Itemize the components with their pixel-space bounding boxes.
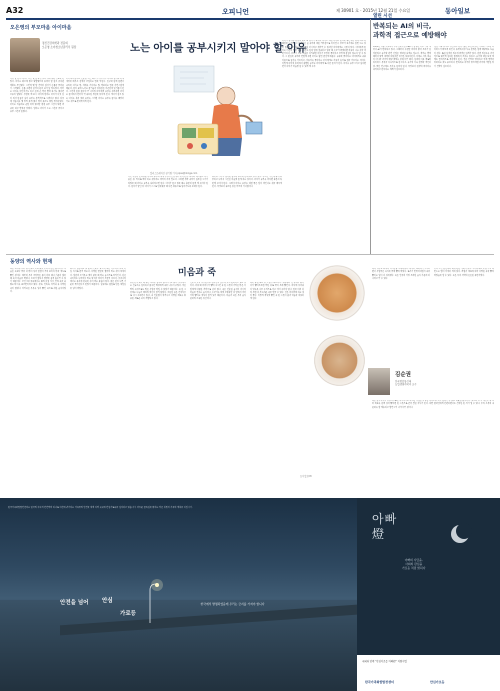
body-text-hist-d: 전통의 맛을 지키면서도 현대인의 입맛에 맞게 변화하고 있는 것이다. 아플 때 어머니가 끓여 주시던 죽 한 그릇의 기억은 많은 사람에게 따뜻한 추억으로 남아 있다. 죽은 단순한 음식이 아니라 마음을 전하는 음식이다. 누군가를 위해 오랫동안 불 앞에서 저어 가며 끓이는 정성이 담겨 있기 때문이다. 미음과 죽은 우리 음식 문화의 소중한 유산이다. [190,282,246,301]
page-number: A32 [6,6,24,15]
ad-panel-subtitle [402,558,425,570]
photo-credit: 동아일보DB [300,475,312,478]
column-tag-open-view: 열린 시선 [373,14,392,19]
right-headline [373,22,447,40]
issue-info: 제 30901 호 · 2015년 12월 21일 수요일 [336,8,411,13]
sponsor-logo-1: 한국가족화합발전센터 [365,680,394,684]
column-tag-history: 동양의 역사와 현재 [10,259,53,265]
illustration-child [128,56,278,171]
body-text-hist-e: 죽을 끓일 때는 불 조절이 중요하다. 처음에는 센 불에서 끓이다가 끓어오르면 약한 불로 줄여 오래 끓인다. 바닥에 눌어붙지 않도록 나무 주걱으로 자주 저어 주어야 한다. 쌀을 미리 불려 두면 더 부드러운 죽을 만들 수 있다. 간은 마지막에 하는 것이 좋다. 이렇게 정성껏 끓인 죽 한 그릇이 몸과 마음을 따뜻하게 한다. [250,282,304,301]
porridge-bowl-photo-1 [307,263,367,323]
illustration-svg [128,56,278,171]
right-column-divider [370,19,371,254]
history-headline: 미음과 죽 [178,268,216,278]
section-divider [6,254,494,255]
body-text-col1e: 아이가 놀이에 몰입해 있을 때 갑자기 공부를 하자고 하면 아이는 놀이를 중단당한 것에 대해 불쾌감을 느낀다. 그 불쾌감은 곧 공부에 대한 거부감으로 이어진다. 부모가 보기에는 잠깐 노는 것을 멈추고 공부하는 것이 별일 아니라고 생각할 수 있지만 아이에게는 그렇지 않다. 아이에게 놀이는 어른의 일과 같다. 어른도 한창 일에 집중하고 있을 때 누군가 방해하면 짜증이 나는 것과 마찬가지다. 아이가 노는 모습을 지켜보면 아이가 무엇을 좋아하고 무엇에 관심이 있는지 알 수 있다. 그 관심을 공부와 연결해 주면 아이는 훨씬 즐겁게 배운다. 공룡을 좋아하는 아이에게는 공룡 이름으로 글자를 가르치고, 자동차를 좋아하는 아이에게는 자동차 숫자로 셈을 가르치는 식이다. 이렇게 아이의 흥미에서 출발한 공부는 아이에게 또 다른 놀이가 된다. 아이를 공부시키고 싶다면 먼저 아이가 마음껏 놀 수 있게 해 주자. [282,40,366,69]
sponsor-logo-2: 안심가로등 [430,680,445,684]
ad-info-text: 국회와 함께 “안심가로등 아빠燈” 지원사업 [362,660,407,663]
body-text-col1d: 공부를 시키고 싶다면 놀이와 공부를 분리하는 것이 좋다. 정해진 시간에 짧게 공부하고 나머지 시간은 마음껏 놀게 하는 것이다. 아이가 공부를 마치면 충분히 칭찬해 주어야 한다. 그래야 아이는 공부를 하면 좋은 일이 생긴다는 것을 배우게 된다. 무엇보다 중요한 것은 부모의 기다림이다. [212,176,282,188]
body-text-hist-a: 죽은 곡식에 물을 많이 붓고 오래 끓여 무르게 만든 음식이다. 미음은 죽보다 물을 더 많이 넣어 쌀알이 거의 보이지 않을 정도로 끓인 것이다. 예부터 우리 조상들은 몸이 아플 때나 기운이 없을 때 죽과 미음을 먹었다. 소화가 잘되고 영양을 쉽게 흡수할 수 있기 때문이다. 조선시대 궁중에서는 왕의 아침 식사 전에 죽을 올렸는데 이를 초조반이라고 했다. 잣죽, 전복죽, 타락죽 등 다양한 죽이 있었다. 타락죽은 우유를 넣어 끓인 죽으로 귀한 음식이었다. [10,268,66,294]
body-text-hist-c: 흉년이 들었을 때 죽은 백성을 살리는 음식이기도 했다. 나라에서는 진휼소를 설치하고 굶주린 백성에게 죽을 나누어 주었다. 적은 양의 곡식으로도 많은 사람을 먹일 수 있었기 때문이다. 죽 한 그릇에는 나눔과 배려의 정신이 담겨 있었다. 오늘날 죽은 건강식으로 다시 주목받고 있다. 죽 전문점이 생겨나고 다양한 재료를 활용한 새로운 죽이 개발되고 있다. [130,282,186,301]
ad-panel-title [372,512,397,542]
ad-panel-subtitle-text: 아빠의 사랑을, 사회의 관심을 가로등 처럼 밝히다 [402,558,426,570]
right-headline-text: 반복되는 AI의 비극, 과학적 접근으로 예방해야 [373,22,447,39]
ad-panel-title-text: 아빠 燈 [372,512,398,541]
illustration-caption: 일러스트레이션 권기령 기자 ppoe@donga.com [150,172,198,175]
header-rule [6,18,494,20]
body-text-col1b: 아이에게 놀이는 단순한 시간 때우기가 아니다. 아이는 놀이를 통해 세상을 배우고 감정을 조절하는 법을 익힌다. 친구와 함께 놀면서 규칙을 지키는 법, 차례를 기다리는 법, 양보하는 법을 자연스럽게 배운다. 놀이 중에 느끼는 즐거움과 성취감은 자존감의 밑거름이 된다. 그런데 한창 놀아야 할 나이의 아이에게 공부를 강요하면 아이는 놀이에서 얻어야 할 중요한 경험을 놓치게 된다. 게다가 놀고 있는 아이를 불러 세워 공부를 시키면 아이는 공부를 놀이를 빼앗아 가는 것으로 받아들이게 된다. [66,78,124,104]
column-tag-label: 오은영의 부모마음 아이마음 [10,25,72,31]
author-title-text: 한국방송통신대 농업생명과학과 교수 [395,380,417,387]
main-headline: 노는 아이를 공부시키지 말아야 할 이유 [130,42,307,54]
streetlight-graphic [0,498,357,691]
body-text-col1a: 다섯 살 남자 아이가 지난 몇 달 동안 여러 차례 병원 진료를 받았다. 아이는 평소에 밝고 활발했으며 동생과 잘 놀고 유치원 생활도 무난했다. 그런데 몇 달 전부터 갑자기 손톱을 물어뜯기 시작했다. 손톱 주변의 살까지 뜯어 피가 날 정도였다. 부모는 아이를 야단치기도 하고 손에 쓴 약을 발라 보기도 했지만 소용이 없었다. 상담을 해 보니 아이의 엄마는 아이가 다섯 살이 되자 한글과 숫자 공부를 본격적으로 시켰다고 했다. 하루에 학습지를 몇 장씩 풀게 했고 영어 동요도 매일 들려주었다. 아이는 처음에는 곧잘 따라 했지만 점점 공부 시간이 되면 짜증을 내고 딴청을 부렸다. 엄마는 아이가 노는 시간을 줄이고 공부 시간을 늘렸다. [10,78,64,113]
author-photo [368,368,390,395]
newspaper-brand: 동아일보 [445,7,471,15]
section-title: 오피니언 [222,8,250,16]
body-text-right-b: 밀집 사육 방식도 개선해야 한다. 좁은 공간에 많은 가축을 기르면 바이러스가 빠르게 퍼진다. 동물복지형 사육 환경은 질병 예방에도 도움이 된다. 또한 살처분 위주의 방역은 한계가 있다. 감염 위험도를 과학적으로 평가해 필요한 범위에서 조치를 취하고, 농가에 대한 보상 체계도 합리적으로 정비해야 한다. 전문 인력을 양성하고 국제 협력을 강화하는 것도 중요하다. 반복되는 비극을 끊으려면 과학에 기반한 장기 전략이 필요하다. [434,46,494,68]
columnist-byline [42,42,76,49]
body-text-right-a: 2003년 처음 국내에서 조류인플루엔자(AI)가 발생한 이후 거의 해마다 AI가 반복되고 있다. 그때마다 수천만 마리의 닭과 오리가 살처분되고 농가와 관련 산업은 막대한 피해를 입는다. 정부는 발생 때마다 방역 대책을 내놓지만 비극은 되풀이된다. 이제는 사후 대응이 아니라 과학적 예방 체계를 갖춰야 할 때다. 철새의 이동 경로와 바이러스 유형을 지속적으로 감시하고, 농가의 사육 환경을 개선하며, 백신 연구에도 투자를 늘려야 한다. 무엇보다 현장의 데이터를 축적하고 분석하는 체계가 필요하다. [373,46,431,72]
porridge-bowl-photo-2 [312,333,367,388]
author-title [395,380,417,387]
columnist-photo [10,38,40,72]
body-text-hist-f: 죽의 역사는 농경의 역사만큼 오래되었다. 곡식을 재배하기 시작하면서 사람들은 곡식을 물에 끓여 먹었다. 토기가 만들어지면서 죽을 끓이는 일이 더 쉬워졌다. 죽은 인류의 가장 오래된 음식 가운데 하나라고 할 수 있다. [372,268,430,280]
author-name: 김순권 [395,372,411,378]
byline-text: 정신건강의학과 전문의 오은영 소아청소년클리닉 원장 [42,42,77,49]
body-text-col1c: 이런 경험이 반복되면 아이는 공부에 대해 부정적인 감정을 갖게 된다. 공부는 재미없고 하기 싫은 것, 억지로 해야 하는 것이라는 생각이 자리 잡는다. 그러면 정작 공부가 필요한 시기가 되었을 때 아이는 공부를 피하려고만 한다. 아이가 놀고 있을 때는 충분히 놀게 해 주어야 한다. 놀이가 끝난 뒤 아이가 스스로 만족했을 때 다른 활동으로 넘어가도록 도와야 한다. [128,176,208,188]
ad-slogan-1: 안전을 넘어 [60,600,89,606]
body-text-hist-h: 죽은 환자식이나 이유식으로만 여겨지기도 하지만 사실은 다양한 영양소를 고루 섭취할 수 있는 훌륭한 음식이다. 채소와 고기, 해산물 등 여러 재료를 함께 넣어 끓이면 한 그릇으로 균형 잡힌 식사가 된다. 바쁜 현대인에게 간편하면서도 건강한 한 끼가 될 수 있다. 우리 고유의 죽 문화를 잘 계승하고 발전시켜 나가야 할 것이다. [372,400,494,409]
ad-slogan-2: 안심 [102,598,113,604]
column-tag-parenting [10,24,71,31]
body-text-hist-g: 우리 고전 문헌에도 죽에 관한 기록이 많다. 조리서에는 수십 가지 죽 만드는 법이 자세히 적혀 있다. 계절과 재료에 따라 다양한 죽을 끓여 먹었음을 알 수 있다. 죽은 우리 식탁의 든든한 동반자였다. [434,268,494,277]
body-text-hist-b: 중국과 일본에도 죽 문화가 있다. 중국의 죽은 저우라고 하며 아침 식사로 즐겨 먹는다. 다양한 반찬을 곁들여 먹는 것이 특징이다. 일본의 오카유는 병이 났을 때 먹는 음식으로 여겨진다. 같은 죽이라도 나라마다 먹는 방식과 의미가 조금씩 다르다. 우리나라에서는 동지에 팥죽을 쑤어 먹는 풍습이 있다. 붉은 팥이 나쁜 기운을 물리친다고 믿었기 때문이다. 팥죽에는 찹쌀로 만든 새알심을 넣어 먹었다. [70,268,126,290]
ad-body-text: 한국가족화합발전센터는 한국의 사회적 안전망의 하나로 야간에 귀가하는 가족들의 안전을 위해 지역 곳곳에 안심가로등을 설치하고 있습니다. 어두운 골목길을 밝히는 작은 불빛이 가족의 행복을 지킵니다. [8,507,193,509]
ad-slogan-3: 가로등 [120,611,136,617]
ad-caption: 한국에서 발명되었음에 우리는 긍지를 가져야 합니다 [200,602,265,606]
moon-lamp-icon [440,520,480,550]
